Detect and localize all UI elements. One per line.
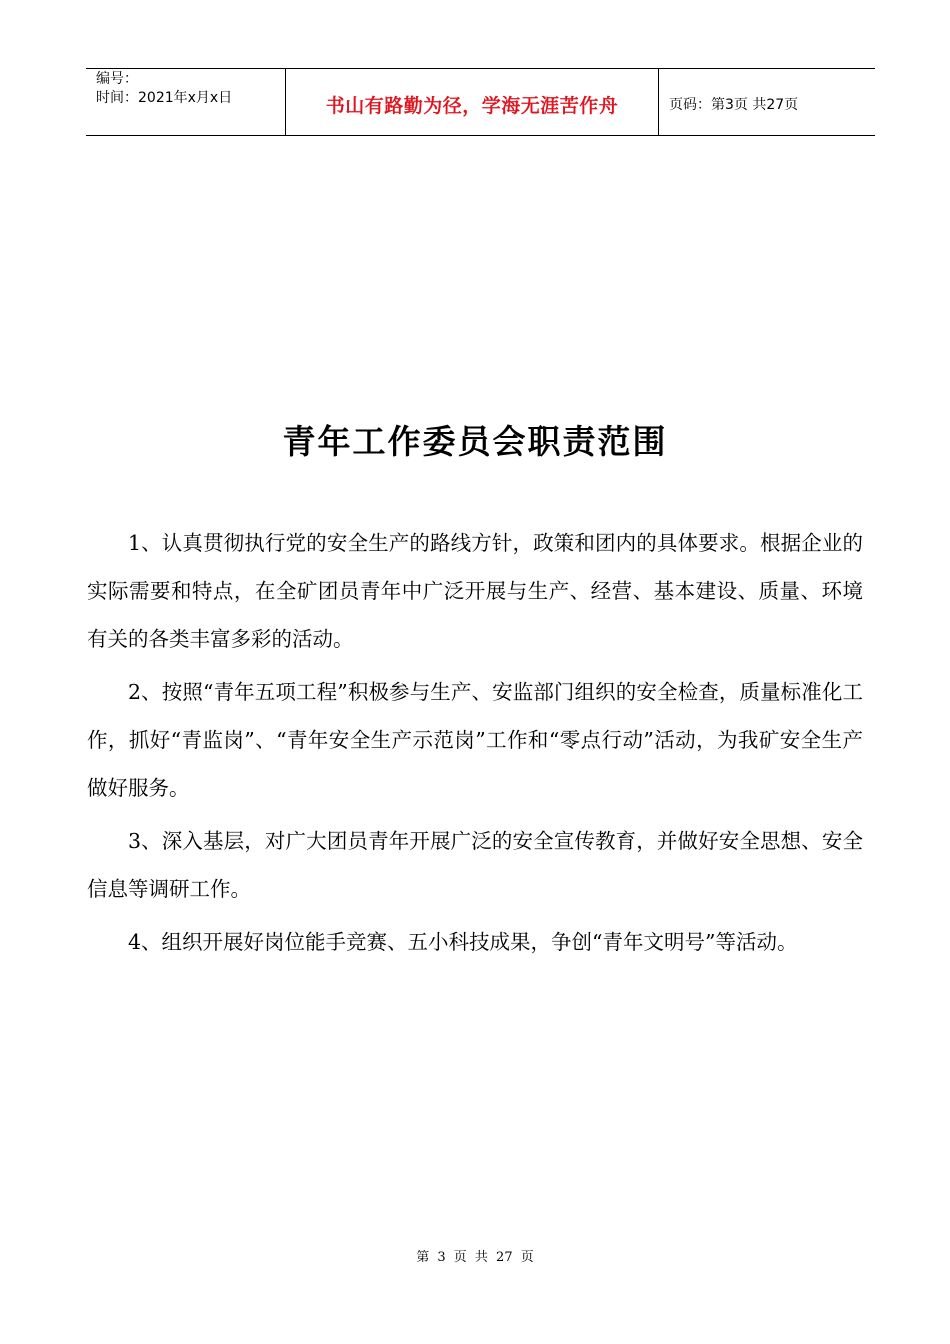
paragraph-1: 1、认真贯彻执行党的安全生产的路线方针，政策和团内的具体要求。根据企业的实际需要和特点，在全矿团员青年中广泛开展与生产、经营、基本建设、质量、环境有关的各类丰富多彩的活动。 [87,531,863,651]
header-motto-cell [285,69,659,135]
header-meta-cell [86,69,285,135]
page-footer: 第 3 页 共 27 页 [416,1250,534,1265]
paragraph-4: 4、组织开展好岗位能手竞赛、五小科技成果，争创“青年文明号”等活动。 [128,930,798,954]
document-number-label: 编号： [96,71,138,87]
document-header [86,68,875,136]
document-time-label: 时间：2021年x月x日 [96,90,233,106]
header-page-label: 页码：第3页 共27页 [669,97,799,113]
document-body [87,519,863,971]
paragraph-3: 3、深入基层，对广大团员青年开展广泛的安全宣传教育，并做好安全思想、安全信息等调研工作。 [87,829,863,901]
header-page-cell [659,69,875,135]
document-title: 青年工作委员会职责范围 [282,422,668,461]
header-motto: 书山有路勤为径，学海无涯苦作舟 [325,94,619,117]
paragraph-2: 2、按照“青年五项工程”积极参与生产、安监部门组织的安全检查，质量标准化工作，抓好“青监岗”、“青年安全生产示范岗”工作和“零点行动”活动，为我矿安全生产做好服务。 [87,680,863,800]
